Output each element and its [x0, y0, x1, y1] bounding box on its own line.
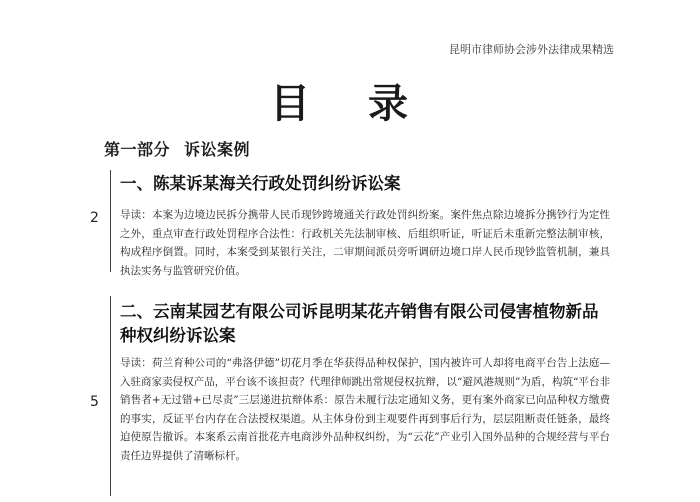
part-heading [104, 137, 250, 160]
entry-divider [110, 170, 111, 272]
part-number: 第一部分 [104, 140, 171, 159]
toc-entry-2[interactable] [90, 296, 610, 496]
page-number: 5 [90, 394, 99, 410]
summary-text: 本案为边境边民拆分携带人民币现钞跨境通关行政处罚纠纷案。案件焦点除边境拆分携钞行为定性之外，重点审查行政处罚程序合法性：行政机关先法制审核、后组织听证，听证后未重新完整法制审核，构成程序倒置。同时，本案受到某银行关注，二审期间派员旁听调研边境口岸人民币现钞监管机制，兼具执法实务与监管研究价值。 [120, 209, 611, 277]
case-title[interactable]: 一、陈某诉某海关行政处罚纠纷诉讼案 [120, 174, 401, 193]
summary-text: 荷兰育种公司的“弗洛伊德”切花月季在华获得品种权保护，国内被许可人却将电商平台告上法庭—入驻商家卖侵权产品，平台该不该担责？代理律师跳出常规侵权抗辩，以“避风港规则”为盾，构筑“平台非销售者+无过错+已尽责”三层递进抗辩体系：原告未履行法定通知义务，更有案外商家已向品种权方缴费的事实，反证平台内存在合法授权渠道。从主体身份到主观要件再到事后行为，层层阻断责任链条，最终迫使原告撤诉。本案系云南首批花卉电商涉外品种权纠纷，为“云花”产业引入国外品种的合规经营与平台责任边界提供了清晰标杆。 [120, 357, 611, 462]
entry-divider [110, 296, 111, 496]
case-title[interactable]: 二、云南某园艺有限公司诉昆明某花卉销售有限公司侵害植物新品种权纠纷诉讼案 [120, 302, 599, 345]
page-number: 2 [90, 210, 99, 226]
case-summary [120, 206, 610, 280]
running-header: 昆明市律师协会涉外法律成果精选 [449, 43, 614, 56]
summary-lead: 导读： [120, 357, 152, 369]
case-summary [120, 354, 610, 465]
part-name: 诉讼案例 [184, 140, 251, 159]
summary-lead: 导读： [120, 209, 152, 221]
toc-entry-1[interactable] [90, 170, 610, 290]
page-title: 目 录 [270, 80, 430, 127]
